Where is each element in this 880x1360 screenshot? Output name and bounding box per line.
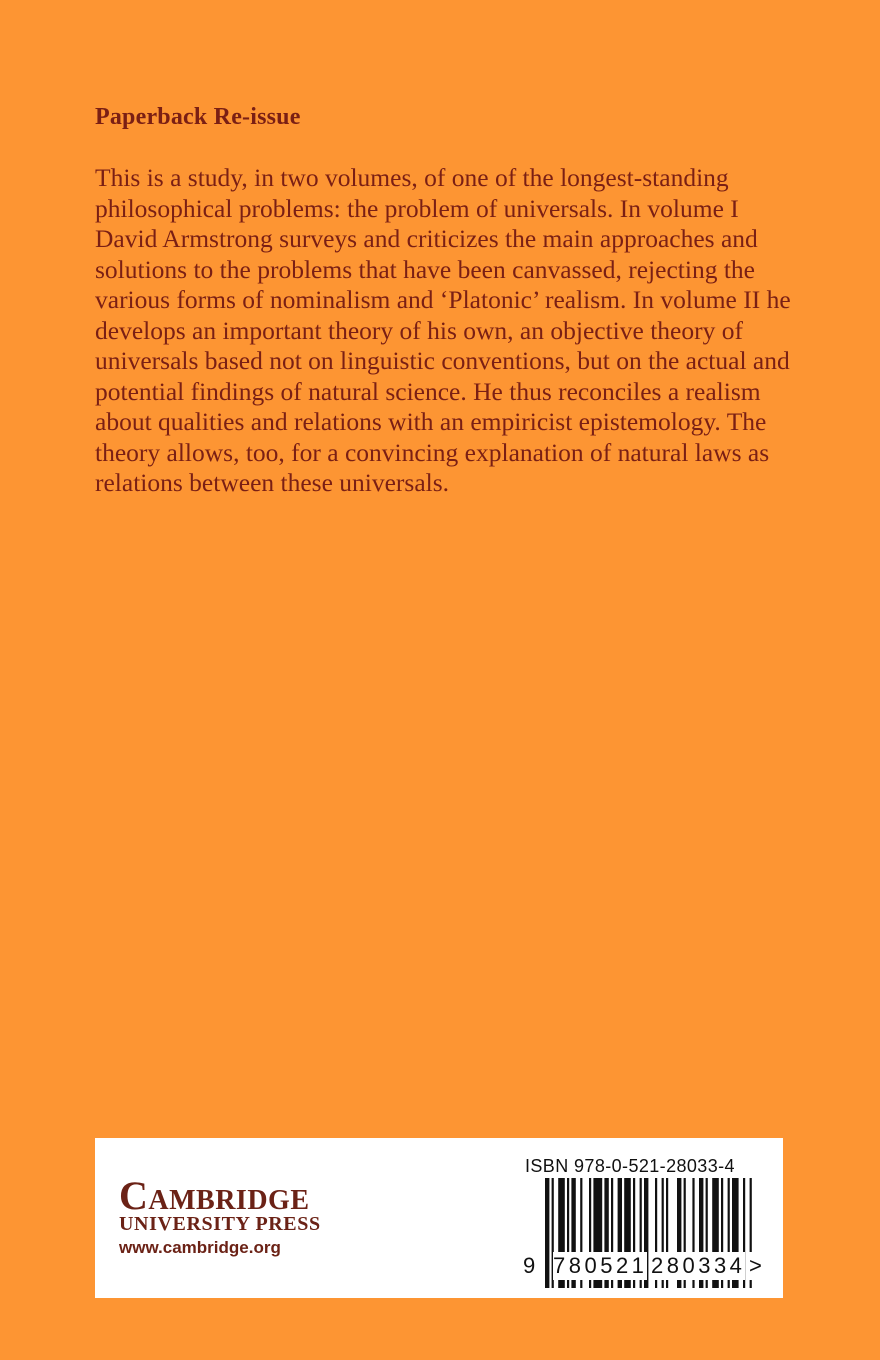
barcode-digit-end: > — [749, 1253, 766, 1278]
barcode-digits-left: 780521 — [553, 1253, 648, 1278]
book-description: This is a study, in two volumes, of one of the longest-standing philosophical problems: the problem of universals. In volume I David Armstrong surveys and criticizes the main approaches and solutions to the problems that have been canvassed, rejecting the various forms of nominalism and ‘Platonic’ realism. In volume II he develops an important theory of his own, an objective theory of universals based not on linguistic conventions, but on the actual and potential findings of natural science. He thus reconciles a realism about qualities and relations with an empiricist epistemology. The theory allows, too, for a convincing explanation of natural laws as relations between these universals. — [95, 163, 791, 497]
barcode-digits-right: 280334 — [651, 1253, 746, 1278]
barcode-digits — [523, 1252, 766, 1282]
isbn-label: ISBN 978-0-521-28033-4 — [525, 1156, 735, 1176]
publisher-url: www.cambridge.org — [119, 1238, 281, 1257]
publisher-logo-press: UNIVERSITY PRESS — [119, 1213, 321, 1235]
publisher-logo-name: Cambridge — [119, 1173, 310, 1218]
imprint-panel — [95, 1138, 783, 1298]
barcode-digit-lead: 9 — [523, 1253, 539, 1278]
cover-heading: Paperback Re-issue — [95, 104, 301, 130]
